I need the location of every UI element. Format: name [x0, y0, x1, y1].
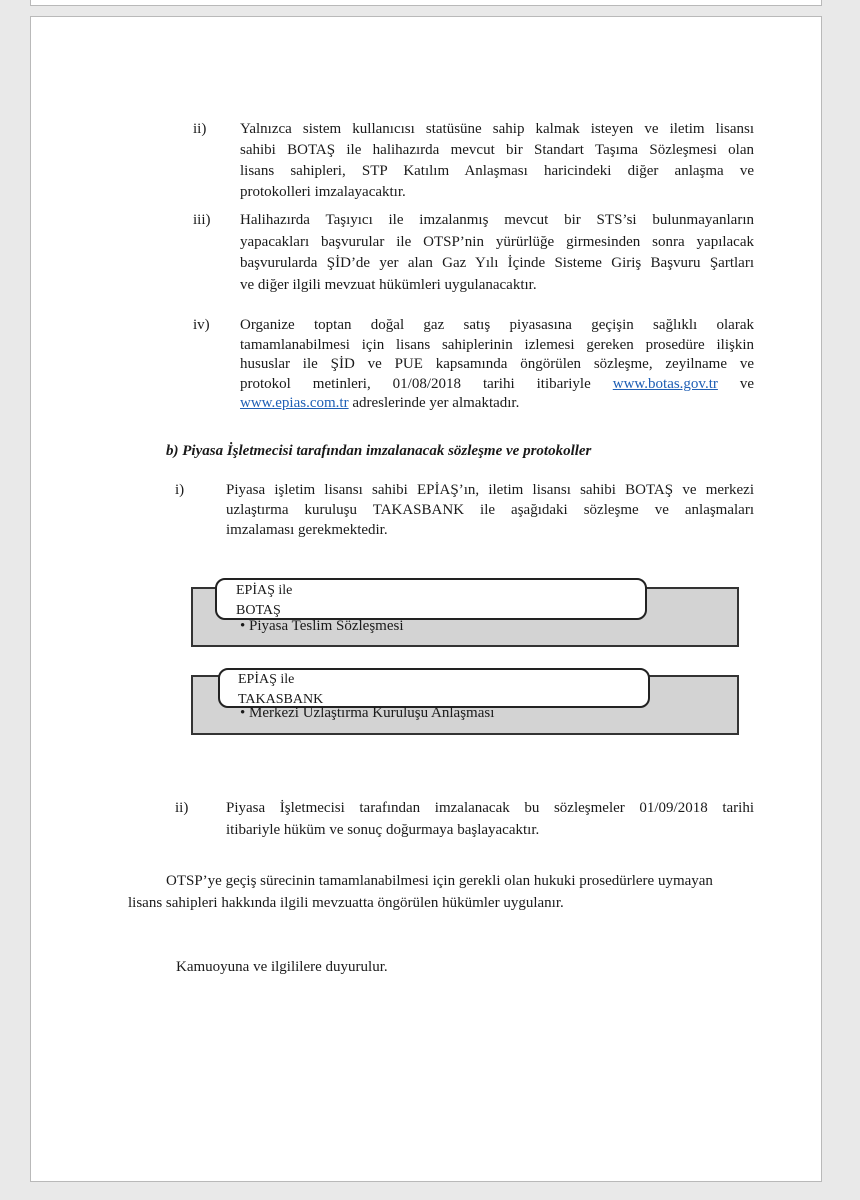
section-heading-b: b) Piyasa İşletmecisi tarafından imzalanacak sözleşme ve protokoller	[166, 443, 592, 459]
text-fragment: adreslerinde yer almaktadır.	[348, 395, 520, 411]
list-item-number: ii)	[175, 800, 189, 816]
party-line: BOTAŞ	[236, 603, 281, 618]
closing-paragraph	[128, 871, 754, 914]
text-line	[240, 394, 754, 414]
text-line: Organize toptan doğal gaz satış piyasasına geçişin sağlıklı olarak	[240, 317, 754, 333]
list-item-text	[226, 797, 754, 841]
text-line: OTSP’ye geçiş sürecinin tamamlanabilmesi için gerekli olan hukuki prosedürlere uymayan	[166, 873, 713, 889]
text-line: yapacakları başvurular ile OTSP’nin yürürlüğe girmesinden sonra yapılacak	[240, 233, 754, 250]
botas-link[interactable]: www.botas.gov.tr	[612, 375, 718, 392]
text-line: ve diğer ilgili mevzuat hükümleri uygulanacaktır.	[240, 276, 537, 293]
text-line: protokolleri imzalayacaktır.	[240, 184, 406, 200]
text-line: sahibi BOTAŞ ile halihazırda mevcut bir Standart Taşıma Sözleşmesi olan	[240, 142, 754, 158]
text-line	[240, 375, 754, 395]
text-line: Yalnızca sistem kullanıcısı statüsüne sahip kalmak isteyen ve iletim lisansı	[240, 121, 754, 137]
contract-bullet: • Merkezi Uzlaştırma Kuruluşu Anlaşması	[240, 705, 495, 721]
list-item-number: iii)	[193, 212, 211, 228]
text-line: uzlaştırma kuruluşu TAKASBANK ile aşağıdaki sözleşme ve anlaşmaları	[226, 502, 754, 518]
list-item-text	[240, 316, 754, 414]
contract-bullet: • Piyasa Teslim Sözleşmesi	[240, 618, 404, 634]
text-line: Piyasa işletim lisansı sahibi EPİAŞ’ın, iletim lisansı sahibi BOTAŞ ve merkezi	[226, 482, 754, 498]
list-item-number: i)	[175, 482, 185, 498]
text-fragment: protokol metinleri, 01/08/2018 tarihi itibariyle	[240, 375, 591, 392]
party-line: EPİAŞ ile	[238, 672, 295, 687]
text-line: Piyasa İşletmecisi tarafından imzalanacak bu sözleşmeler 01/09/2018 tarihi	[226, 800, 754, 816]
text-line: hususlar ile ŞİD ve PUE kapsamında öngörülen sözleşme, zeyilname ve	[240, 356, 754, 372]
party-label-takasbank	[218, 668, 650, 708]
text-fragment: ve	[739, 375, 755, 392]
party-label-botas	[215, 578, 647, 620]
list-item-number: iv)	[193, 317, 210, 333]
text-line: lisans sahipleri, STP Katılım Anlaşması haricindeki diğer anlaşma ve	[240, 163, 754, 179]
list-item-number: ii)	[193, 121, 207, 137]
party-line: TAKASBANK	[238, 692, 324, 707]
list-item-text	[240, 210, 754, 296]
text-line: başvurularda ŞİD’de yer alan Gaz Yılı İçinde Sisteme Giriş Başvuru Şartları	[240, 255, 754, 271]
party-line: EPİAŞ ile	[236, 583, 293, 598]
text-line: itibariyle hüküm ve sonuç doğurmaya başlayacaktır.	[226, 822, 540, 838]
list-item-text	[240, 119, 754, 203]
text-line: imzalaması gerekmektedir.	[226, 522, 388, 538]
epias-link[interactable]: www.epias.com.tr	[240, 395, 349, 411]
text-line: Halihazırda Taşıyıcı ile imzalanmış mevcut bir STS’si bulunmayanların	[240, 212, 754, 228]
list-item-text	[226, 480, 754, 540]
announcement-line: Kamuoyuna ve ilgililere duyurulur.	[176, 959, 388, 975]
text-line: tamamlanabilmesi için lisans sahiplerinin izlemesi gereken prosedüre ilişkin	[240, 336, 754, 353]
text-line: lisans sahipleri hakkında ilgili mevzuatta öngörülen hükümler uygulanır.	[128, 895, 564, 911]
previous-page-edge	[30, 0, 822, 6]
